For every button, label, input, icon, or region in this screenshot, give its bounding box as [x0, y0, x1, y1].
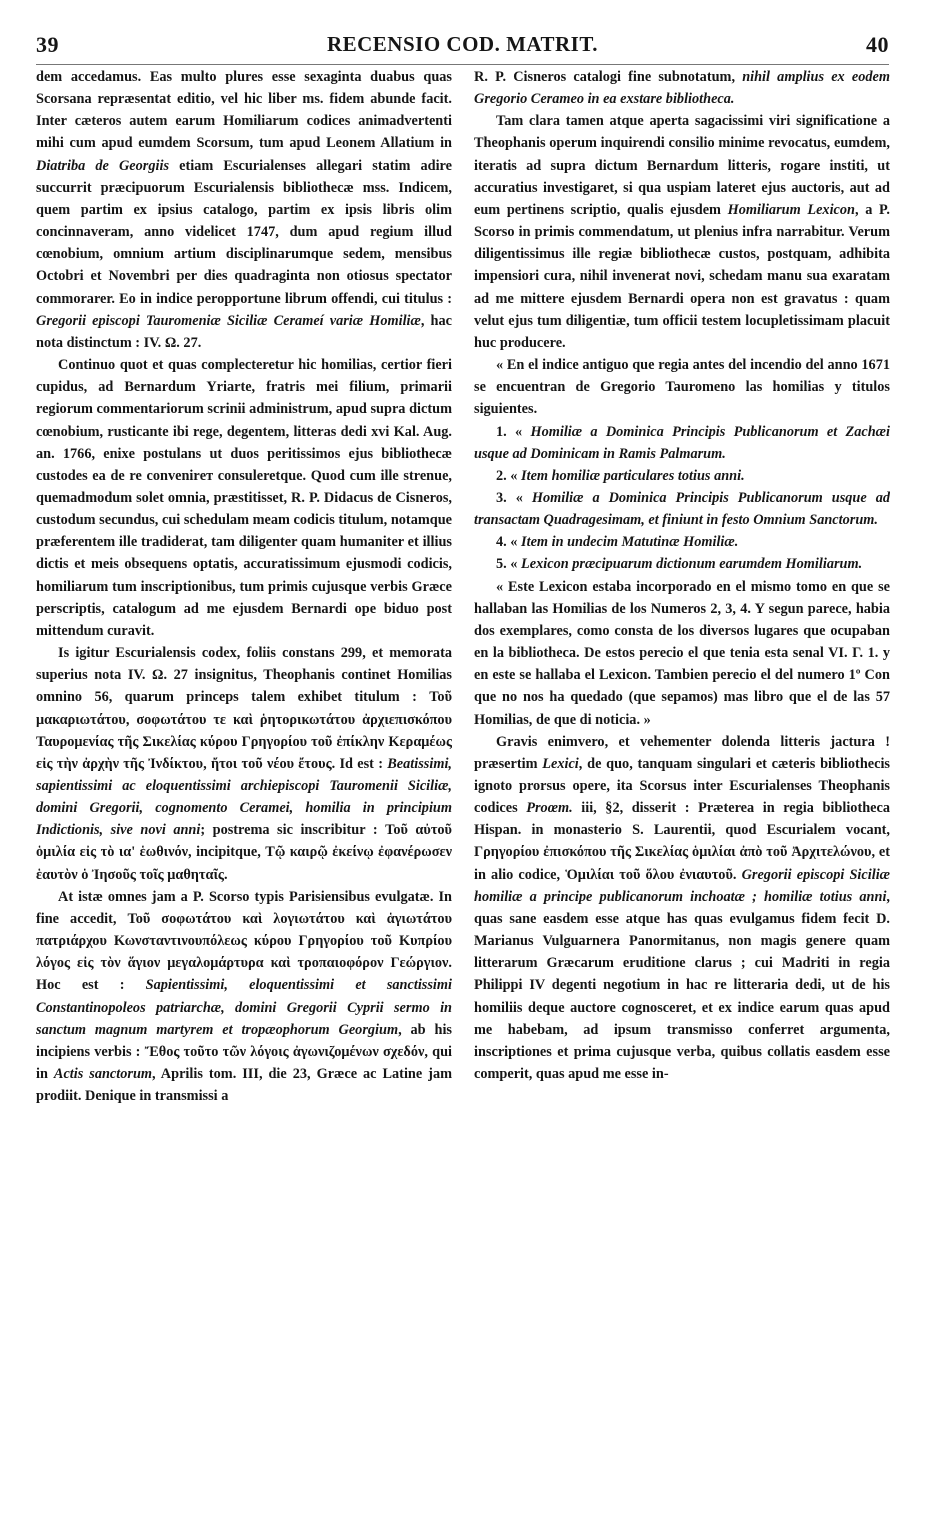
- italic-text: nihil amplius ex eodem Gregorio Cerameo in ea exstare bibliotheca.: [474, 69, 890, 108]
- text-run: , quas sane easdem esse atque has quas evulgamus fidem fecit D. Marianus Vulguarnera Panormitanus, non magis genere quam litterarum Græcarum eruditione clarus ; cui Madriti in regia Philippi IV degenti negotium in hac re litteraria dedi, ut de his homiliis deque auctore cognosceret, et ex indice earum quas apud me habebam, ad ipsum transmisso conferret argumenta, inscriptiones et prima cujusque verba, quibus collatis easdem esse comperit, quas apud me esse in-: [474, 888, 890, 1083]
- text-run: 5. «: [496, 556, 522, 573]
- running-header: [36, 30, 889, 65]
- paragraph: [36, 66, 452, 354]
- text-run: 4. «: [496, 534, 522, 551]
- text-run: , a P. Scorso in primis commendatum, ut plenius infra narrabitur. Verum diligentissimus ille regiæ bibliothecæ custos, postquam, adhibita impensiori cura, nihil invenerat novi, schedam manu sua exaratam ad me mittere ejusdem Bernardi opera non est gravatus : quam velut ejus tum diligentiæ, tum officii testem locupletissimam placuit huc producere.: [474, 201, 890, 351]
- right-text-column: [474, 66, 890, 1528]
- paragraph: [36, 886, 452, 1108]
- italic-text: Beatissimi, sapientissimi ac eloquentissimi archiepiscopi Tauromenii Siciliæ, domini Gregorii, cognomento Ceramei, homilia in principium Indictionis, sive novi anni: [36, 755, 452, 839]
- text-run: ; postrema sic inscribitur : Τοῦ αὐτοῦ ὁμιλία εἰς τὸ ια' ἑωθινόν, incipitque, Τῷ καιρῷ ἐκείνῳ ἐφανέρωσεν ἑαυτὸν ὁ Ἰησοῦς τοῖς μαθηταῖς.: [36, 822, 452, 883]
- paragraph: [474, 465, 890, 487]
- paragraph: [474, 354, 890, 420]
- italic-text: Lexicon præcipuarum dictionum earumdem Homiliarum.: [521, 556, 863, 573]
- page-number-left: 39: [36, 32, 59, 57]
- italic-text: Homiliæ a Dominica Principis Publicanorum et Zachæi usque ad Dominicam in Ramis Palmarum.: [474, 423, 890, 462]
- italic-text: Item in undecim Matutinæ Homiliæ.: [521, 534, 739, 551]
- text-run: Continuo quot et quas complecteretur hic homilias, certior fieri cupidus, ad Bernardum Yriarte, fratris mei filium, primarii regiorum commentariorum scrinii administrum, apud supra dictum cœnobium, rusticante ibi rege, degentem, litteras dedi xvi Kal. Aug. an. 1766, enixe postulans ut duos peritissimos ejus bibliothecæ custodes ea de re convenirет consuleretque. Quod cum ille strenue, quemadmodum solet omnia, præstitisset, R. P. Didacus de Cisneros, custodum secundus, cui schedulam meam codicis titulum, notamque præferentem ille tradiderat, tam diligenter quam humaniter et illius dictis et meis obsequens optatis, accuratissimum ejusmodi codicis, homiliarum tum inscriptionibus, tum primis cujusque verbis Græce perscriptis, catalogum ad me ejusdem Bernardi ope biduo post mittendum curavit.: [36, 357, 452, 639]
- italic-text: Gregorii episcopi Siciliæ homiliæ a principe publicanorum inchoatæ ; homiliæ totius anni: [474, 866, 890, 905]
- text-run: 1. «: [496, 423, 531, 440]
- text-run: 3. «: [496, 489, 532, 506]
- italic-text: Proœm.: [526, 800, 573, 817]
- text-run: iii, §2, disserit : Præterea in regia bibliotheca Hispan. in monasterio S. Laurentii, quod Escurialem vocant, Γρηγορίου ἐπισκόπου τῆς Σικελίας ὁμιλίαι ἀπὸ τοῦ Ἀρχιτελώνου, et in alio codice, Ὁμιλίαι τοῦ ὅλου ἐνιαυτοῦ.: [474, 800, 890, 883]
- text-run: Is igitur Escurialensis codex, foliis constans 299, et memorata superius nota IV. Ω. 27 insignitus, Theophanis continet Homilias omnino 56, quarum princeps talem exhibet titulum : Τοῦ μακαριωτάτου, σοφωτάτου τε καὶ ῥητορικωτάτου ἀρχιεπισκόπου Ταυρομενίας τῆς Σικελίας κύρου Γρηγορίου τοῦ ἐπίκλην Κεραμέως εἰς τὴν ἀρχὴν τῆς Ἰνδίκτου, ἤτοι τοῦ νέου ἔτους. Id est :: [36, 645, 452, 772]
- paragraph: [36, 642, 452, 886]
- text-run: , de quo, tanquam singulari et cæteris bibliothecis ignoto prorsus opere, ita Scorsus inter Escurialenses Theophanis codices: [474, 755, 890, 817]
- text-run: Gravis enimvero, et vehementer dolenda litteris jactura ! præsertim: [474, 733, 890, 772]
- italic-text: Diatriba de Georgiis: [36, 157, 170, 174]
- paragraph: [474, 576, 890, 731]
- paragraph: [474, 110, 890, 354]
- italic-text: Lexici: [542, 755, 579, 772]
- text-run: etiam Escurialenses allegari statim adire succurrit præcipuorum Escurialensis bibliothecæ mss. Indicem, quem partim ex ipsius catalogo, partim ex ipsis libris olim concinnaveram, anno videlicet 1747, dum apud regium illud cœnobium, omnium artium disciplinarumque sedem, mensibus Octobri et Novembri per dies quadraginta non otiosus spectator commorarer. Eo in indice peropportune librum offendi, cui titulus :: [36, 157, 452, 307]
- text-run: « Este Lexicon estaba incorporado en el mismo tomo en que se hallaban las Homilias de los Numeros 2, 3, 4. Y segun parece, habia dos exemplares, como consta de los diversos lugares que ocupaban en la bibliotheca. De estos perecio el que tenia esta senal VI. Γ. 1. y en este se hallaba el Lexicon. Tambien perecio el del numero 1º Con que no nos ha quedado (que sepamos) mas libro que el de las 57 Homilias, de que di noticia. »: [474, 578, 890, 728]
- italic-text: Sapientissimi, eloquentissimi et sanctissimi Constantinopoleos patriarchæ, domini Gregorii Cyprii sermo in sanctum magnum martyrem et tropæophorum Georgium: [36, 977, 452, 1038]
- text-run: Tam clara tamen atque aperta sagacissimi viri significatione a Theophanis operum inquirendi consilio minime revocatus, eumdem, iteratis ad supra dictum Bernardum litteris, rogare institi, ut accuratius investigaret, si qua uspiam lateret ejus auctoris, aut ad eum pertinens scriptio, qualis ejusdem: [474, 113, 890, 218]
- italic-text: Homiliarum Lexicon: [727, 201, 855, 218]
- paragraph: [474, 487, 890, 531]
- paragraph: [474, 731, 890, 1086]
- text-run: dem accedamus. Eas multo plures esse sexaginta duabus quas Scorsana repræsentat editio, vel hic liber ms. fidem abunde facit. Inter cæteros autem earum Homiliarum codices animadvertenti mihi cum apud eumdem Scorsum, tum apud Leonem Allatium in: [36, 69, 452, 152]
- paragraph: [474, 421, 890, 465]
- italic-text: Gregorii episcopi Tauromeniæ Siciliæ Cerameí variæ Homiliæ: [36, 312, 421, 329]
- text-run: , hac nota distinctum : IV. Ω. 27.: [36, 312, 452, 351]
- text-run: At istæ omnes jam a P. Scorso typis Parisiensibus evulgatæ. In fine accedit, Τοῦ σοφωτάτου καὶ λογιωτάτου καὶ ἁγιωτάτου πατριάρχου Κωνσταντινουπόλεως κύρου Γρηγορίου τοῦ Κυπρίου λόγος εἰς τὸν ἅγιον μεγαλομάρτυρα καὶ τροπαιοφόρον Γεώργιον. Hoc est :: [36, 888, 452, 994]
- running-title: RECENSIO COD. MATRIT.: [326, 32, 599, 56]
- italic-text: Homiliæ a Dominica Principis Publicanorum usque ad transactam Quadragesimam, et finiunt in festo Omnium Sanctorum.: [474, 489, 890, 529]
- italic-text: Item homiliæ particulares totius anni.: [521, 467, 745, 484]
- paragraph: [474, 531, 890, 553]
- text-run: , ab his incipiens verbis : Ἔθος τοῦτο τῶν λόγοις ἀγωνιζομένων σχεδόν, qui in: [36, 1021, 452, 1083]
- paragraph: [474, 66, 890, 110]
- page-number-right: 40: [866, 32, 889, 57]
- italic-text: Actis sanctorum: [53, 1066, 153, 1083]
- text-run: « En el indice antiguo que regia antes del incendio del anno 1671 se encuentran de Gregorio Tauromeno las homilias y titulos siguientes.: [474, 357, 890, 418]
- text-run: , Aprilis tom. III, die 23, Græce ac Latine jam prodiit. Denique in transmissi a: [36, 1066, 452, 1105]
- paragraph: [36, 354, 452, 642]
- left-text-column: [36, 66, 452, 1528]
- text-run: R. P. Cisneros catalogi fine subnotatum,: [474, 69, 743, 85]
- paragraph: [474, 553, 890, 575]
- text-run: 2. «: [496, 467, 522, 484]
